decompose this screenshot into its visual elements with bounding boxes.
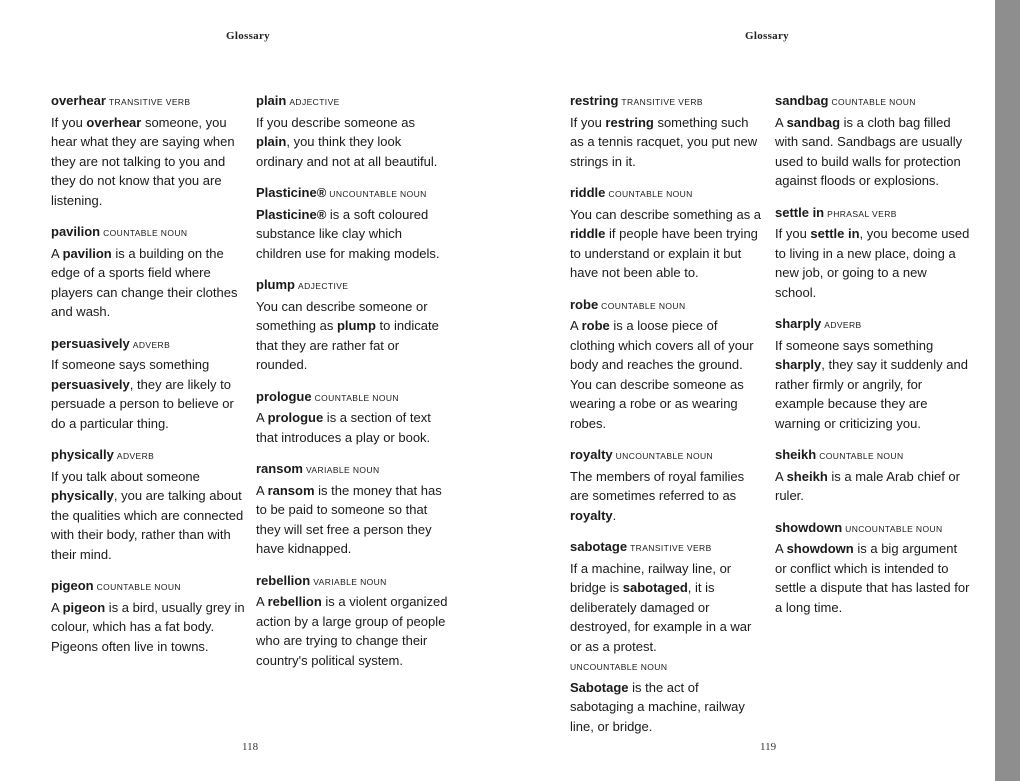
glossary-entry [51,576,246,656]
glossary-entry [570,537,765,736]
entry-part-of-speech: COUNTABLE NOUN [601,300,686,311]
emphasized-term: robe [581,318,610,333]
entry-part-of-speech: ADJECTIVE [298,281,349,291]
emphasized-term: prologue [267,410,324,425]
entry-headword: sheikh [775,447,817,462]
entry-part-of-speech: UNCOUNTABLE NOUN [570,662,668,672]
entry-part-of-speech: TRANSITIVE VERB [621,97,703,107]
entry-definition: If someone says something sharply, they say it suddenly and rather firmly or angrily, for example because they are warning or criticizing you. [775,337,968,431]
entry-part-of-speech: COUNTABLE NOUN [103,228,188,238]
emphasized-term: sharply [775,357,822,372]
entry-definition: A robe is a loose piece of clothing which covers all of your body and reaches the ground. You can describe someone as wearing a robe or as wearing robes. [570,318,754,431]
entry-headword: prologue [256,388,312,404]
entry-definition: A ransom is the money that has to be paid to someone so that they will set free a person they have kidnapped. [256,482,442,556]
emphasized-term: persuasively [51,376,130,392]
entry-part-of-speech: ADVERB [824,320,862,330]
entry-part-of-speech: TRANSITIVE VERB [108,97,191,107]
entry-headword: sharply [775,316,822,331]
entry-part-of-speech: UNCOUNTABLE NOUN [615,451,714,461]
entry-headword: pigeon [51,578,94,593]
glossary-entry [775,91,970,191]
glossary-entry [51,445,246,564]
emphasized-term: sandbag [786,114,841,130]
glossary-entry [570,445,765,525]
entry-headword: ransom [256,461,303,476]
entry-part-of-speech: ADVERB [132,339,171,350]
entry-headword: showdown [775,519,843,535]
glossary-entry [570,91,765,171]
entry-part-of-speech: PHRASAL VERB [827,208,897,219]
emphasized-term: rebellion [267,594,322,609]
entry-headword: plump [256,277,295,292]
emphasized-term: pigeon [62,599,106,615]
glossary-entry [570,183,765,283]
glossary-entry [256,275,451,375]
glossary-entry [256,387,451,448]
entry-definition: A sheikh is a male Arab chief or ruler. [775,468,960,503]
entry-part-of-speech: UNCOUNTABLE NOUN [329,189,427,199]
entry-part-of-speech: UNCOUNTABLE NOUN [845,523,943,534]
glossary-entry [775,445,970,506]
entry-headword: plain [256,93,287,108]
emphasized-term: plain [256,134,287,149]
emphasized-term: plump [336,318,376,333]
entry-part-of-speech: TRANSITIVE VERB [630,543,712,553]
entry-definition: A prologue is a section of text that introduces a play or book. [256,410,431,445]
right-page-column-2 [775,91,970,629]
entry-definition: A sandbag is a cloth bag filled with sand. Sandbags are usually used to build walls for protection against floods or explosions. [775,114,963,188]
entry-definition: A rebellion is a violent organized action by a large group of people who are trying to change their country's political system. [256,594,448,668]
right-running-head: Glossary [745,30,789,42]
emphasized-term: overhear [86,114,142,130]
right-page-number: 119 [760,741,777,753]
glossary-entry [256,91,451,171]
glossary-entry [256,183,451,263]
entry-part-of-speech: ADJECTIVE [289,97,340,107]
entry-headword: overhear [51,93,106,108]
entry-part-of-speech: COUNTABLE NOUN [819,451,904,461]
left-page-number: 118 [242,741,259,753]
entry-headword: persuasively [51,335,130,351]
entry-definition: A showdown is a big argument or conflict which is intended to settle a dispute that has lasted for a long time. [775,541,970,615]
entry-headword: restring [570,93,619,108]
entry-headword: riddle [570,185,606,200]
glossary-entry [51,222,246,322]
entry-definition: Sabotage is the act of sabotaging a machine, railway line, or bridge. [570,679,745,734]
glossary-entry [256,571,451,671]
entry-part-of-speech: VARIABLE NOUN [313,576,387,587]
entry-part-of-speech: COUNTABLE NOUN [608,189,693,199]
right-page-column-1 [570,91,765,748]
entry-definition: If you describe someone as plain, you think they look ordinary and not at all beautiful. [256,114,438,169]
entry-definition: If you overhear someone, you hear what they are saying when they are not talking to you and they do not know that you are listening. [51,114,235,208]
entry-part-of-speech: COUNTABLE NOUN [314,392,399,403]
entry-part-of-speech: COUNTABLE NOUN [96,582,181,592]
entry-definition: You can describe something as a riddle if people have been trying to understand or explain it but have not been able to. [570,206,762,280]
entry-headword: rebellion [256,572,311,588]
emphasized-term: settle in [810,226,860,241]
entry-headword: pavilion [51,224,101,239]
emphasized-term: restring [605,114,654,130]
glossary-entry [51,91,246,210]
entry-headword: robe [570,296,599,312]
entry-definition: The members of royal families are sometimes referred to as royalty. [570,468,745,523]
glossary-entry [256,459,451,559]
emphasized-term: ransom [267,482,315,498]
entry-headword: sandbag [775,93,829,108]
left-running-head: Glossary [226,30,270,42]
entry-definition: If someone says something persuasively, they are likely to persuade a person to believe or do a particular thing. [51,357,234,431]
left-page-column-2 [256,91,451,682]
entry-part-of-speech: VARIABLE NOUN [305,465,380,475]
emphasized-term: Sabotage [570,679,629,695]
glossary-entry [775,203,970,303]
entry-definition: If you settle in, you become used to living in a new place, doing a new job, or going to a new school. [775,226,970,300]
emphasized-term: sabotaged [622,580,688,595]
entry-part-of-speech: COUNTABLE NOUN [831,97,916,107]
glossary-entry [570,295,765,434]
glossary-entry [775,314,970,433]
emphasized-term: physically [51,488,114,503]
entry-part-of-speech: ADVERB [116,451,155,461]
emphasized-term: royalty [570,507,613,523]
emphasized-term: showdown [786,541,854,556]
window-edge [995,0,1020,781]
entry-headword: royalty [570,447,613,462]
entry-headword: Plasticine® [256,185,327,200]
entry-definition: A pigeon is a bird, usually grey in colour, which has a fat body. Pigeons often live in towns. [51,599,245,654]
emphasized-term: sheikh [786,468,828,484]
left-page-column-1 [51,91,246,668]
entry-headword: physically [51,447,114,462]
glossary-entry [775,518,970,618]
entry-definition: Plasticine® is a soft coloured substance like clay which children use for making models. [256,206,440,261]
entry-headword: sabotage [570,539,628,554]
entry-headword: settle in [775,204,825,220]
emphasized-term: riddle [570,226,606,241]
emphasized-term: Plasticine® [256,206,327,222]
glossary-entry [51,334,246,434]
entry-definition: If a machine, railway line, or bridge is sabotaged, it is deliberately damaged or destroyed, for example in a war or as a protest. [570,560,752,654]
emphasized-term: pavilion [62,245,112,261]
entry-definition: If you talk about someone physically, you are talking about the qualities which are connected with their body, rather than with their mind. [51,468,244,562]
entry-definition: A pavilion is a building on the edge of a sports field where players can change their clothes and wash. [51,245,238,319]
entry-definition: If you restring something such as a tennis racquet, you put new strings in it. [570,114,758,169]
entry-definition: You can describe someone or something as plump to indicate that they are rather fat or rounded. [256,298,439,372]
